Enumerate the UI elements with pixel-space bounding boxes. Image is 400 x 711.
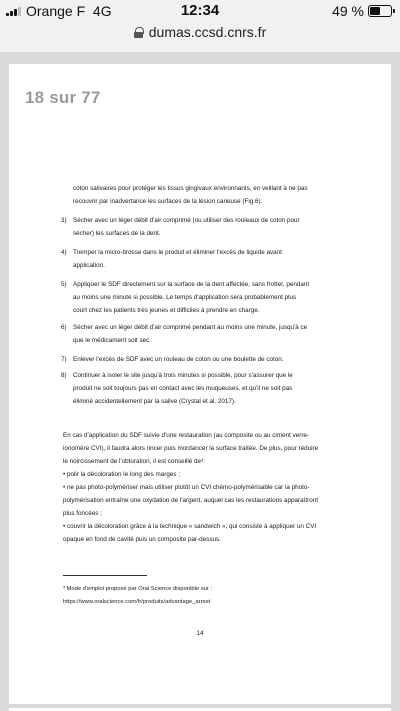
text-line: que le médicament soit sec. [73,337,152,344]
text-line: Enlever l'excès de SDF avec un rouleau de coton ou une boulette de coton. [73,356,284,363]
text-line: produit ne soit toujours pas en contact avec les muqueuses, et qu'il ne soit pas [73,385,293,392]
status-bar [0,0,400,22]
page-number: 14 [196,630,204,637]
text-line: Appliquer le SDF directement sur la surface de la dent affectée, sans frotter, pendant [73,281,310,288]
list-item [61,353,353,366]
list-number: 6) [61,324,67,331]
list-number: 5) [61,281,67,288]
carrier-name: Orange F [26,3,86,19]
list-item [61,246,353,272]
text-line: En cas d'application du SDF suivie d'une restauration (au composite ou au ciment verre- [63,432,310,439]
list-number: 3) [61,217,67,224]
document-body [9,64,391,704]
bullet-line: • couvrir la décoloration grâce à la technique « sandwich », qui consiste à appliquer un CVI [63,523,317,530]
battery-fill [370,7,380,15]
text-line: au moins une minute si possible. Le temps d'application sera probablement plus [73,294,297,301]
list-item [61,321,353,347]
text-line: le noircissement de l'obturation, il est conseillé de³: [63,458,205,465]
text-line: sécher) les surfaces de la dent. [73,230,161,237]
text-line: polymérisation entraîne une oxydation de l'argent, auquel cas les restaurations apparaîtront [63,497,318,504]
text-line: Sécher avec un léger débit d'air comprimé (ou utiliser des rouleaux de coton pour [73,217,300,224]
footnote-divider [63,575,147,576]
url-text[interactable]: dumas.ccsd.cnrs.fr [148,24,267,40]
text-line: éliminé accidentellement par la salive (Crystal et al. 2017). [73,398,236,405]
text-line: Continuer à isoler le site jusqu'à trois minutes si possible, pour s'assurer que le [73,372,293,379]
list-item [61,278,353,317]
status-time: 12:34 [180,2,220,19]
text-line: Tremper la micro-brosse dans le produit et éliminer l'excès de liquide avant [73,249,282,256]
address-bar[interactable] [0,22,400,42]
pdf-viewer[interactable] [0,52,400,711]
footnote [63,583,353,609]
network-type: 4G [92,3,112,19]
list-number: 8) [61,372,67,379]
battery-percent: 49 % [332,3,364,19]
list-item-continuation [73,182,353,208]
list-item [61,214,353,240]
footnote-link[interactable]: https://www.oralscience.com/fr/produits/advantage_arrest [63,599,211,605]
battery-icon [368,5,392,17]
body-paragraph [63,429,353,546]
text-line: opaque en fond de cavité puis un composite par-dessus. [63,536,221,543]
text-line: application. [73,262,105,269]
text-line: court chez les patients très jeunes et difficiles à prendre en charge. [73,307,260,314]
page-counter: 18 sur 77 [25,88,101,107]
bullet-line: • polir la décoloration le long des marges ; [63,471,181,478]
lock-icon [134,27,143,38]
footnote-line: ³ Mode d'emploi proposé par Oral Science disponible sur : [63,586,213,592]
pdf-page [9,64,391,704]
text-line: ionomère CVI), il faudra alors rincer puis mordancer la surface traitée. De plus, pour réduire [63,445,319,452]
text-line: coton salivaires pour protéger les tissus gingivaux environnants, en veillant à ne pas [73,185,308,192]
list-number: 7) [61,356,67,363]
list-number: 4) [61,249,67,256]
bullet-line: • ne pas photo-polymériser mais utiliser plutôt un CVI chémo-polymérisable car la photo- [63,484,310,491]
list-item [61,369,353,408]
text-line: plus foncées ; [63,510,102,517]
text-line: recouvrir par inadvertance les surfaces de la lésion carieuse (Fig.6). [73,198,263,205]
text-line: Sécher avec un léger débit d'air comprimé pendant au moins une minute, jusqu'à ce [73,324,308,331]
